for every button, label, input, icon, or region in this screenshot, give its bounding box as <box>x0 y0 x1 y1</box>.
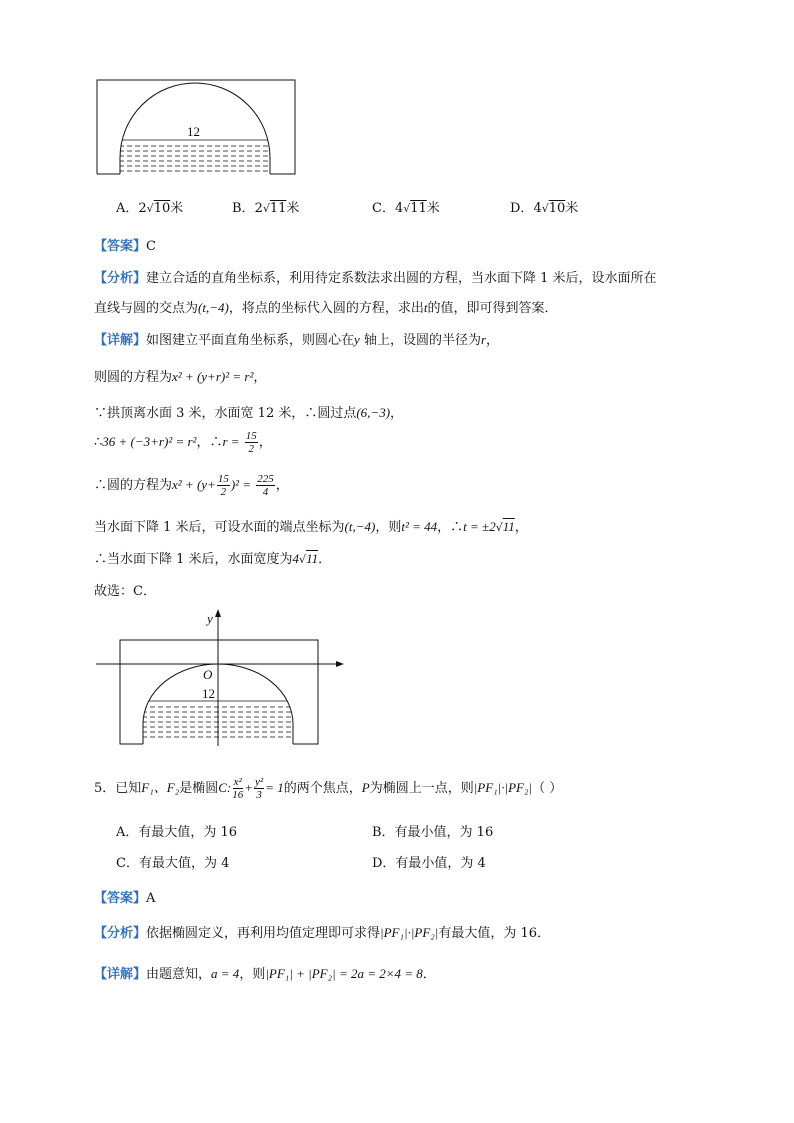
q4-detail-line7: ∴当水面下降 1 米后，水面宽度为4√11． <box>94 551 332 567</box>
q5-answer: 【答案】A <box>94 891 156 906</box>
q4-analysis-line1: 【分析】建立合适的直角坐标系，利用待定系数法求出圆的方程，当水面下降 1 米后，设水面所在 <box>94 271 657 286</box>
q4-option-a: A．2√10米 <box>116 201 184 216</box>
q4-option-d: D．4√10米 <box>510 201 579 216</box>
q4-answer: 【答案】C <box>94 239 156 254</box>
q4-detail-line5: ∴圆的方程为x² + (y+ $\frac{15}{2}$ )² = $\frac{225}{4}$ ， <box>94 473 289 498</box>
figure2-origin-label: O <box>203 667 213 682</box>
q4-detail-line4: ∴36 + (−3+r)² = r²，∴r = $\frac{15}{2}$ ， <box>94 430 272 455</box>
figure2-y-axis-label: y <box>207 611 213 626</box>
bridge-figure-2 <box>94 606 348 746</box>
q5-option-b: B．有最小值，为 16 <box>372 825 494 840</box>
q5-option-d: D．有最小值，为 4 <box>372 856 486 871</box>
q4-choice: 故选：C． <box>94 584 156 599</box>
q4-detail-line6: 当水面下降 1 米后，可设水面的端点坐标为(t,−4)，则t² = 44，∴t = ±2√11， <box>94 519 528 535</box>
q4-detail-line1: 【详解】如图建立平面直角坐标系，则圆心在y 轴上，设圆的半径为r， <box>94 332 500 348</box>
q4-analysis-line2: 直线与圆的交点为(t,−4)，将点的坐标代入圆的方程，求出t的值，即可得到答案． <box>94 300 558 316</box>
q4-option-b: B．2√11米 <box>232 201 300 216</box>
q4-detail-line2: 则圆的方程为x² + (y+r)² = r²， <box>94 369 267 385</box>
q4-detail-line3: ∵拱顶离水面 3 米，水面宽 12 米，∴圆过点(6,−3)， <box>94 405 404 421</box>
q5-detail: 【详解】由题意知，a = 4，则|PF₁| + |PF₂| = 2a = 2×4 = 8． <box>94 966 436 982</box>
figure1-width-label: 12 <box>187 124 200 139</box>
q5-option-c: C．有最大值，为 4 <box>116 856 230 871</box>
q5-analysis: 【分析】依据椭圆定义，再利用均值定理即可求得|PF₁|·|PF₂|有最大值，为 16． <box>94 925 551 941</box>
bridge-figure-1 <box>95 78 299 178</box>
q5-stem: 5．已知F₁、F₂是椭圆C: $\frac{\text{x²}}{16}$ + $\frac{\text{y²}}{3}$ = 1的两个焦点，P为椭圆上一点，则|PF₁|·|PF₂|（ ） <box>94 776 563 801</box>
q5-option-a: A．有最大值，为 16 <box>116 825 238 840</box>
q4-option-c: C．4√11米 <box>372 201 440 216</box>
figure2-width-label: 12 <box>202 686 215 701</box>
